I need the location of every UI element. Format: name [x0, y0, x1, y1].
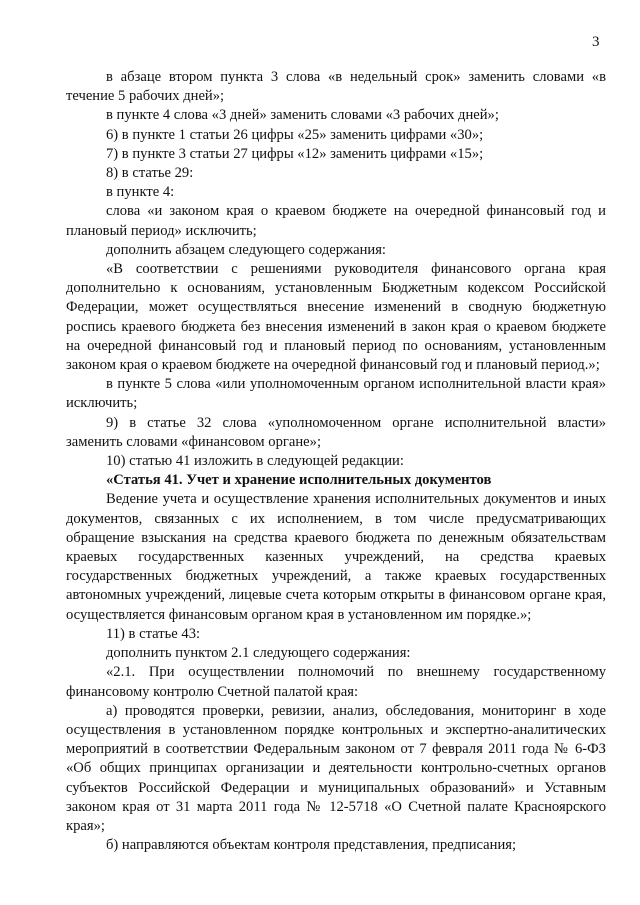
- paragraph: дополнить пунктом 2.1 следующего содержания:: [106, 645, 411, 662]
- paragraph: в пункте 4:: [106, 184, 175, 201]
- paragraph: в пункте 4 слова «3 дней» заменить словами «3 рабочих дней»;: [106, 107, 499, 124]
- paragraph: 8) в статье 29:: [106, 165, 194, 182]
- paragraph: 9) в статье 32 слова «уполномоченном органе исполнительной власти» заменить словами «финансовом органе»;: [66, 414, 606, 450]
- paragraph: слова «и законом края о краевом бюджете на очередной финансовый год и плановый период» исключить;: [66, 203, 606, 239]
- article-heading: «Статья 41. Учет и хранение исполнительных документов: [106, 472, 492, 489]
- paragraph: 7) в пункте 3 статьи 27 цифры «12» заменить цифрами «15»;: [106, 145, 484, 162]
- paragraph: Ведение учета и осуществление хранения исполнительных документов и иных документов, связанных с их исполнением, в том числе предусматривающих обращение взыскания на средства краевого бюджета по денежным обязательствам краевых государственных казенных учреждений, на средства краевых государственных бюджетных учреждений, а также краевых государственных автономных учреждений, лицевые счета которым открыты в финансовом органе края, осуществляется финансовым органом края в установленном им порядке.»;: [66, 491, 606, 623]
- paragraph: в абзаце втором пункта 3 слова «в недельный срок» заменить словами «в течение 5 рабочих дней»;: [66, 69, 606, 105]
- paragraph: «2.1. При осуществлении полномочий по внешнему государственному финансовому контролю Счетной палатой края:: [66, 664, 606, 700]
- paragraph: 11) в статье 43:: [106, 625, 201, 642]
- paragraph: «В соответствии с решениями руководителя финансового органа края дополнительно к основаниям, установленным Бюджетным кодексом Российской Федерации, может осуществляться внесение изменений в сводную бюджетную роспись краевого бюджета без внесения изменений в закон края о краевом бюджете на очередной финансовый год и плановый период по основаниям, установленным законом края о краевом бюджете на очередной финансовый год и плановый период.»;: [66, 261, 606, 374]
- page-number: 3: [592, 34, 600, 50]
- paragraph: 10) статью 41 изложить в следующей редакции:: [106, 453, 404, 470]
- paragraph: 6) в пункте 1 статьи 26 цифры «25» заменить цифрами «30»;: [106, 126, 484, 143]
- paragraph: в пункте 5 слова «или уполномоченным органом исполнительной власти края» исключить;: [66, 376, 606, 412]
- body-text: [66, 68, 606, 855]
- paragraph: дополнить абзацем следующего содержания:: [106, 241, 386, 258]
- paragraph: а) проводятся проверки, ревизии, анализ, обследования, мониторинг в ходе осуществления в установленном порядке контрольных и экспертно-аналитических мероприятий в соответствии Федеральным законом от 7 февраля 2011 года № 6-ФЗ «Об общих принципах организации и деятельности контрольно-счетных органов субъектов Российской Федерации и муниципальных образований» и Уставным законом края от 31 марта 2011 года № 12-5718 «О Счетной палате Красноярского края»;: [66, 702, 606, 834]
- paragraph: б) направляются объектам контроля представления, предписания;: [106, 837, 517, 854]
